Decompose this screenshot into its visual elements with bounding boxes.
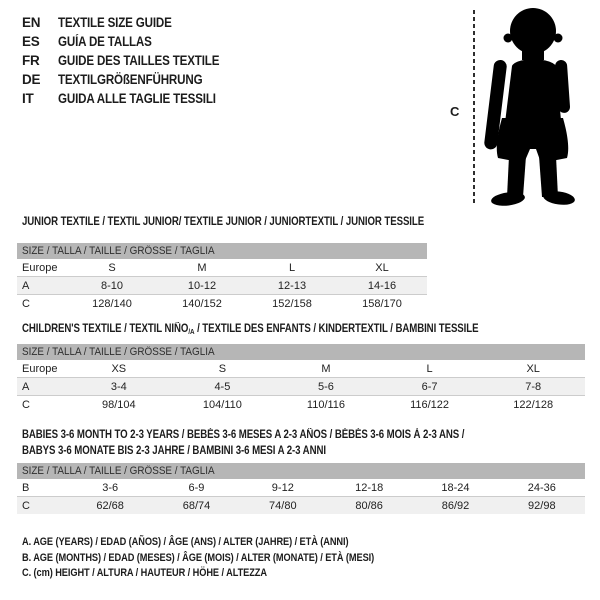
row-label: C <box>17 396 67 414</box>
row-label: Europe <box>22 362 58 375</box>
table-cell: 74/80 <box>240 497 326 515</box>
table-cell: 68/74 <box>153 497 239 515</box>
table-cell: 122/128 <box>481 396 585 414</box>
footnote-age-months: B. AGE (MONTHS) / EDAD (MESES) / ÂGE (MOIS) / ALTER (MONATE) / ETÀ (MESI) <box>22 551 375 564</box>
table-cell: M <box>321 362 331 375</box>
size-header-bar: SIZE / TALLA / TAILLE / GRÖSSE / TAGLIA <box>17 463 585 479</box>
guide-title: GUIDA ALLE TAGLIE TESSILI <box>58 91 216 106</box>
language-row <box>22 51 246 70</box>
table-cell: S <box>108 261 116 274</box>
guide-title: TEXTILE SIZE GUIDE <box>58 15 172 30</box>
table-cell: 12-13 <box>247 277 337 295</box>
table-cell: 8-10 <box>67 277 157 295</box>
table-cell: 98/104 <box>67 396 171 414</box>
height-measure-figure <box>440 0 600 215</box>
table-cell: 104/110 <box>171 396 275 414</box>
height-dashed-line <box>473 10 475 204</box>
footnote-age-years: A. AGE (YEARS) / EDAD (AÑOS) / ÂGE (ANS) / ALTER (JAHRE) / ETÀ (ANNI) <box>22 536 349 548</box>
table-cell: S <box>218 362 227 375</box>
table-cell: 24-36 <box>527 481 556 494</box>
table-row <box>17 360 585 378</box>
row-label: C <box>17 295 67 313</box>
table-cell: 80/86 <box>326 497 412 515</box>
row-label: C <box>17 497 67 515</box>
language-row <box>22 89 246 108</box>
legend-footnotes <box>22 535 441 582</box>
table-cell: XS <box>111 362 127 375</box>
guide-title: GUIDE DES TAILLES TEXTILE <box>58 53 220 68</box>
table-cell: L <box>426 362 433 375</box>
row-label: A <box>17 277 67 295</box>
row-label: Europe <box>22 261 58 274</box>
table-cell: 18-24 <box>441 481 470 494</box>
babies-size-table <box>17 463 585 514</box>
table-cell: 158/170 <box>337 295 427 313</box>
table-cell: 86/92 <box>412 497 498 515</box>
table-cell: 12-18 <box>355 481 384 494</box>
table-row <box>17 378 585 396</box>
guide-title: TEXTILGRÖßENFÜHRUNG <box>58 72 203 87</box>
language-code: FR <box>22 53 40 68</box>
table-row <box>17 497 585 515</box>
table-cell: L <box>288 261 296 274</box>
size-header-bar: SIZE / TALLA / TAILLE / GRÖSSE / TAGLIA <box>17 344 585 360</box>
table-cell: 7-8 <box>481 378 585 396</box>
language-code: IT <box>22 91 34 106</box>
table-cell: 128/140 <box>67 295 157 313</box>
table-cell: 14-16 <box>337 277 427 295</box>
table-cell: XL <box>375 261 389 274</box>
junior-section-title: JUNIOR TEXTILE / TEXTIL JUNIOR/ TEXTILE JUNIOR / JUNIORTEXTIL / JUNIOR TESSILE <box>22 216 425 228</box>
table-cell: 62/68 <box>67 497 153 515</box>
table-cell: M <box>197 261 207 274</box>
table-cell: 152/158 <box>247 295 337 313</box>
table-cell: 6-9 <box>188 481 205 494</box>
table-cell: 6-7 <box>378 378 482 396</box>
language-code: DE <box>22 72 41 87</box>
table-cell: 140/152 <box>157 295 247 313</box>
table-cell: 5-6 <box>274 378 378 396</box>
footnote-height-cm: C. (cm) HEIGHT / ALTURA / HAUTEUR / HÖHE / ALTEZZA <box>22 567 267 579</box>
size-header-bar: SIZE / TALLA / TAILLE / GRÖSSE / TAGLIA <box>17 243 427 259</box>
guide-title: GUÍA DE TALLAS <box>58 34 152 49</box>
table-row <box>17 259 427 277</box>
children-section-title: CHILDREN'S TEXTILE / TEXTIL $NIÑO_{/A}$ / TEXTILE DES ENFANTS / KINDERTEXTIL / BAMBINI TESSILE <box>22 323 479 336</box>
row-label: B <box>22 481 30 494</box>
toddler-silhouette-icon <box>482 6 582 208</box>
babies-section-title: BABIES 3-6 MONTH TO 2-3 YEARS / BEBÉS 3-6 MESES A 2-3 AÑOS / BÉBÉS 3-6 MOIS À 2-3 ANS / BABYS 3-6 MONATE BIS 2-3 JAHRE / BAMBINI 3-6 MESI A 2-3 ANNI <box>22 429 465 457</box>
table-row <box>17 277 427 295</box>
junior-size-table <box>17 243 427 312</box>
table-cell: 3-6 <box>102 481 119 494</box>
table-cell: XL <box>526 362 540 375</box>
language-code: ES <box>22 34 40 49</box>
table-cell: 10-12 <box>157 277 247 295</box>
language-row <box>22 32 246 51</box>
table-row <box>17 479 585 497</box>
language-row <box>22 70 246 89</box>
table-cell: 4-5 <box>171 378 275 396</box>
table-cell: 110/116 <box>274 396 378 414</box>
table-row <box>17 396 585 414</box>
table-row <box>17 295 427 313</box>
row-label: A <box>17 378 67 396</box>
children-size-table <box>17 344 585 413</box>
language-title-list <box>22 13 246 108</box>
table-cell: 3-4 <box>67 378 171 396</box>
table-cell: 116/122 <box>378 396 482 414</box>
table-cell: 9-12 <box>271 481 294 494</box>
table-cell: 92/98 <box>499 497 585 515</box>
language-row <box>22 13 246 32</box>
language-code: EN <box>22 15 41 30</box>
height-measure-label: C <box>450 104 460 119</box>
